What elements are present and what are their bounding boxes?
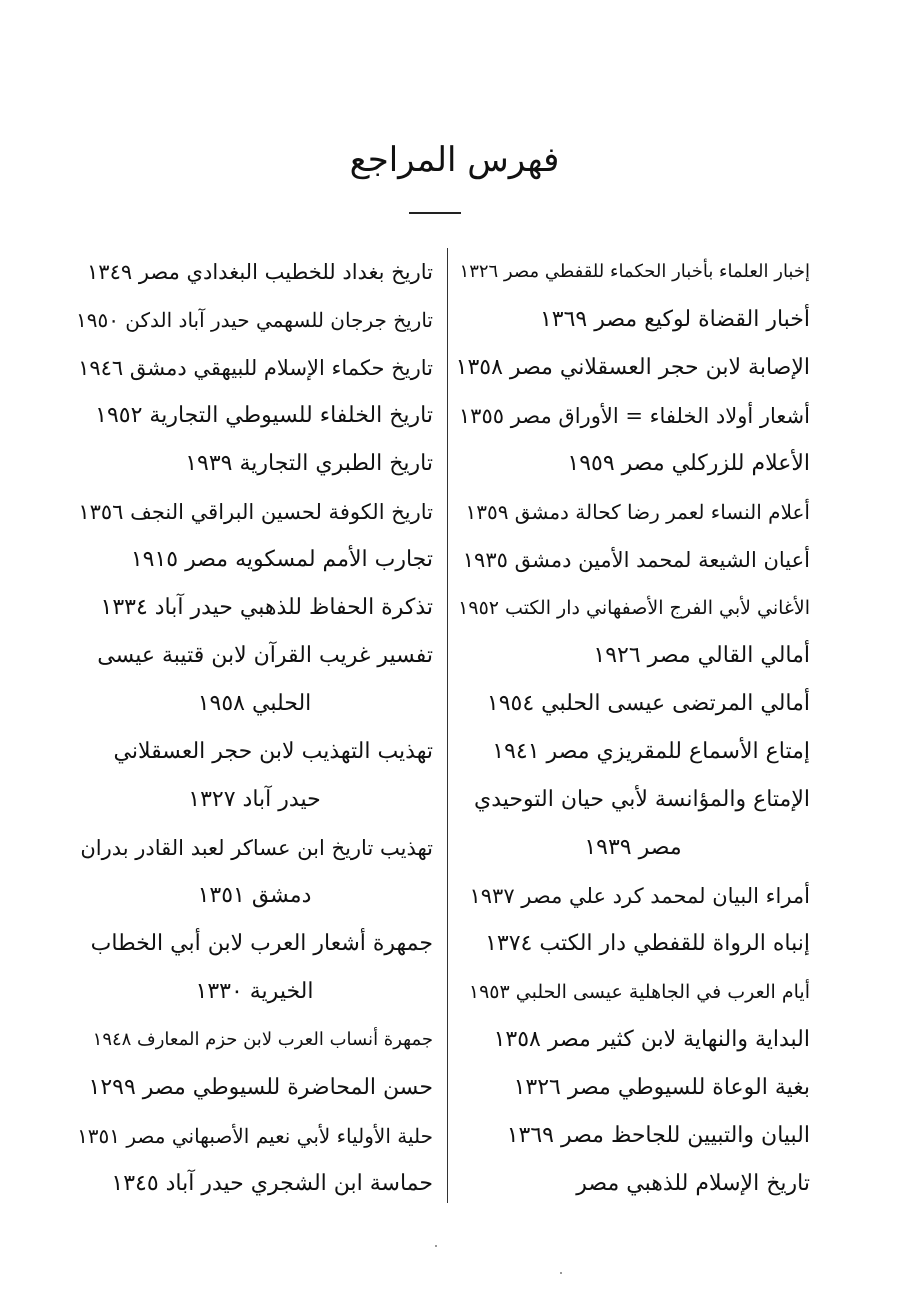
reference-entry: البيان والتبيين للجاحظ مصر ١٣٦٩ (506, 1123, 810, 1148)
reference-entry: أعيان الشيعة لمحمد الأمين دمشق ١٩٣٥ (462, 548, 810, 572)
references-left-column (76, 248, 433, 1208)
reference-entry: الأغاني لأبي الفرج الأصفهاني دار الكتب ١٩٥٢ (458, 597, 810, 619)
reference-entry: تاريخ الخلفاء للسيوطي التجارية ١٩٥٢ (95, 403, 433, 428)
reference-entry: الإصابة لابن حجر العسقلاني مصر ١٣٥٨ (456, 355, 810, 380)
reference-entry: أشعار أولاد الخلفاء = الأوراق مصر ١٣٥٥ (458, 404, 810, 428)
reference-entry: الأعلام للزركلي مصر ١٩٥٩ (567, 451, 810, 476)
reference-entry-continuation: الخيرية ١٣٣٠ (195, 979, 314, 1004)
reference-entry: تذكرة الحفاظ للذهبي حيدر آباد ١٣٣٤ (100, 595, 433, 620)
reference-entry: أيام العرب في الجاهلية عيسى الحلبي ١٩٥٣ (468, 981, 810, 1003)
title-rule (409, 212, 461, 214)
reference-entry: إنباه الرواة للقفطي دار الكتب ١٣٧٤ (485, 931, 810, 956)
reference-entry: تهذيب تاريخ ابن عساكر لعبد القادر بدران (80, 836, 433, 860)
reference-entry: إخبار العلماء بأخبار الحكماء للقفطي مصر ١٣٢٦ (459, 261, 810, 282)
reference-entry: أمالي القالي مصر ١٩٢٦ (593, 643, 810, 668)
print-speck (560, 1272, 562, 1274)
reference-entry: الإمتاع والمؤانسة لأبي حيان التوحيدي (474, 787, 810, 812)
reference-entry: أعلام النساء لعمر رضا كحالة دمشق ١٣٥٩ (465, 500, 810, 524)
reference-entry: جمهرة أنساب العرب لابن حزم المعارف ١٩٤٨ (92, 1029, 433, 1050)
reference-entry: أمالي المرتضى عيسى الحلبي ١٩٥٤ (486, 691, 810, 716)
reference-entry: بغية الوعاة للسيوطي مصر ١٣٢٦ (513, 1075, 810, 1100)
reference-entry: تاريخ الإسلام للذهبي مصر (576, 1171, 810, 1196)
references-right-column (456, 248, 810, 1208)
print-speck (435, 1245, 437, 1247)
reference-entry: حماسة ابن الشجري حيدر آباد ١٣٤٥ (111, 1171, 433, 1196)
reference-entry: إمتاع الأسماع للمقريزي مصر ١٩٤١ (492, 739, 810, 764)
reference-entry: حسن المحاضرة للسيوطي مصر ١٢٩٩ (88, 1075, 433, 1100)
reference-entry-continuation: الحلبي ١٩٥٨ (197, 691, 312, 716)
reference-entry: جمهرة أشعار العرب لابن أبي الخطاب (90, 931, 433, 956)
reference-entry: تفسير غريب القرآن لابن قتيبة عيسى (97, 643, 433, 668)
reference-entry: تاريخ جرجان للسهمي حيدر آباد الدكن ١٩٥٠ (76, 308, 433, 332)
reference-entry: أمراء البيان لمحمد كرد علي مصر ١٩٣٧ (469, 884, 810, 908)
reference-entry-continuation: مصر ١٩٣٩ (584, 835, 682, 860)
reference-entry: حلية الأولياء لأبي نعيم الأصبهاني مصر ١٣٥١ (77, 1124, 433, 1148)
reference-entry: تاريخ الطبري التجارية ١٩٣٩ (185, 451, 433, 476)
reference-entry: تاريخ الكوفة لحسين البراقي النجف ١٣٥٦ (78, 500, 433, 524)
reference-entry: البداية والنهاية لابن كثير مصر ١٣٥٨ (493, 1027, 810, 1052)
reference-entry: تاريخ بغداد للخطيب البغدادي مصر ١٣٤٩ (87, 260, 433, 284)
reference-entry-continuation: دمشق ١٣٥١ (197, 883, 312, 908)
reference-entry-continuation: حيدر آباد ١٣٢٧ (188, 787, 321, 812)
reference-entry: تجارب الأمم لمسكويه مصر ١٩١٥ (130, 547, 433, 572)
page-title: فهرس المراجع (349, 140, 560, 180)
column-divider (447, 248, 448, 1203)
reference-entry: تهذيب التهذيب لابن حجر العسقلاني (113, 739, 433, 764)
reference-entry: تاريخ حكماء الإسلام للبيهقي دمشق ١٩٤٦ (78, 356, 433, 380)
reference-entry: أخبار القضاة لوكيع مصر ١٣٦٩ (539, 307, 810, 332)
